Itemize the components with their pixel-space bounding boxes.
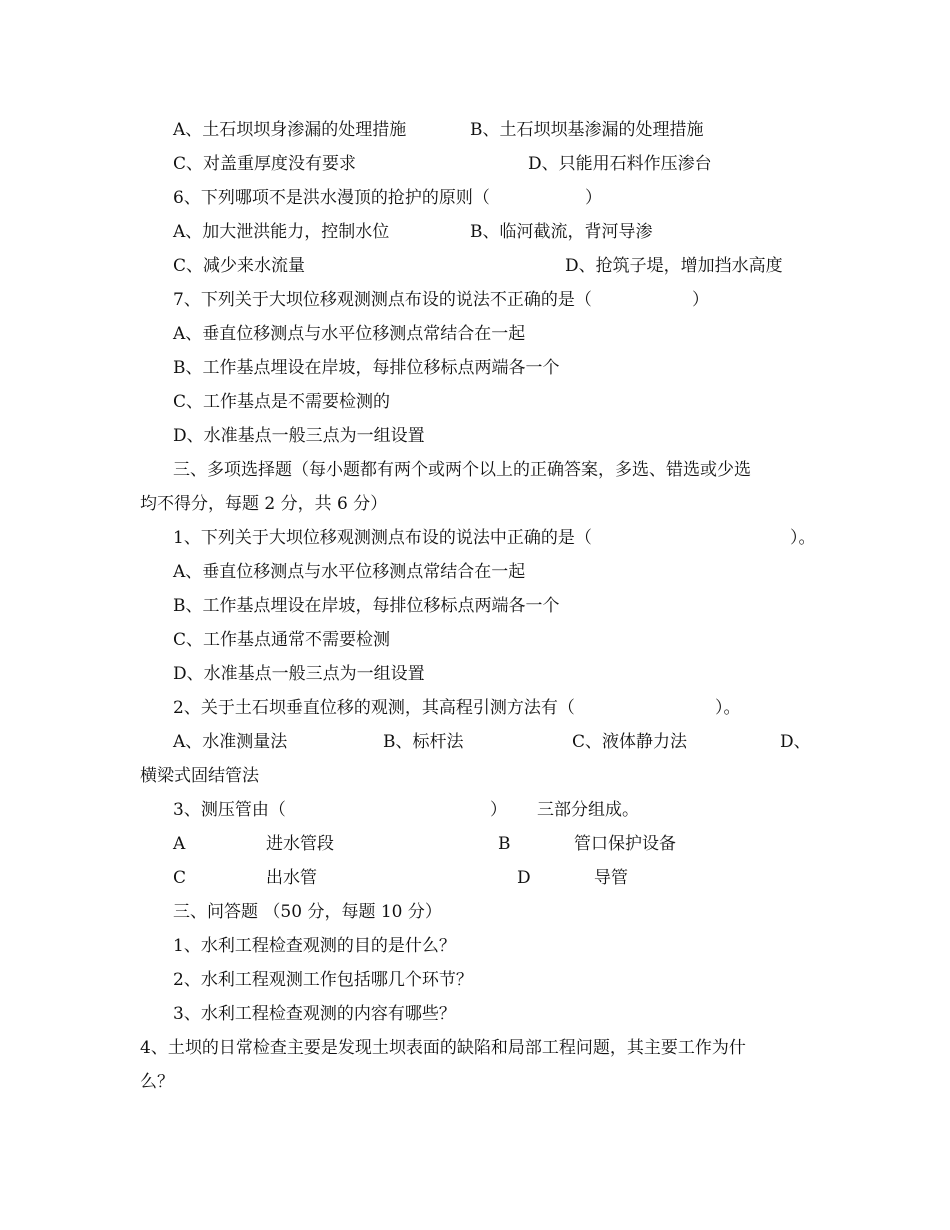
q5-option-a: A、土石坝坝身渗漏的处理措施 xyxy=(173,120,407,140)
q7-stem-close: ） xyxy=(692,290,709,310)
m3-option-a-text: 进水管段 xyxy=(266,834,334,854)
q5-option-d: D、只能用石料作压渗台 xyxy=(528,154,712,174)
q7-option-a: A、垂直位移测点与水平位移测点常结合在一起 xyxy=(173,324,526,344)
m1-stem-close: ）。 xyxy=(790,528,816,548)
m2-option-a: A、水准测量法 xyxy=(173,732,288,752)
multi-choice-heading-cont: 均不得分，每题 2 分，共 6 分） xyxy=(140,494,388,514)
m2-option-c: C、液体静力法 xyxy=(572,732,688,752)
q6-option-b: B、临河截流，背河导渗 xyxy=(470,222,653,242)
q6-stem-close: ） xyxy=(585,188,602,208)
m1-option-c: C、工作基点通常不需要检测 xyxy=(173,630,391,650)
q5-option-c: C、对盖重厚度没有要求 xyxy=(173,154,357,174)
m3-stem-tail: 三部分组成。 xyxy=(537,800,639,820)
q6-option-c: C、减少来水流量 xyxy=(173,256,306,276)
m1-option-d: D、水准基点一般三点为一组设置 xyxy=(173,664,425,684)
qa-question-3: 3、水利工程检查观测的内容有哪些？ xyxy=(173,1004,456,1024)
q7-option-c: C、工作基点是不需要检测的 xyxy=(173,392,391,412)
m3-stem-close: ） xyxy=(490,800,507,820)
m1-stem: 1、下列关于大坝位移观测测点布设的说法中正确的是（ xyxy=(173,528,592,548)
m3-stem: 3、测压管由（ xyxy=(173,800,286,820)
m2-option-b: B、标杆法 xyxy=(383,732,464,752)
q7-stem: 7、下列关于大坝位移观测测点布设的说法不正确的是（ xyxy=(173,290,592,310)
qa-question-1: 1、水利工程检查观测的目的是什么？ xyxy=(173,936,456,956)
q5-option-b: B、土石坝坝基渗漏的处理措施 xyxy=(470,120,704,140)
m3-option-c-label: C xyxy=(173,868,187,888)
m2-option-d-text: 横梁式固结管法 xyxy=(140,766,259,786)
m2-option-d-label: D、 xyxy=(780,732,811,752)
m3-option-a-label: A xyxy=(173,834,186,854)
multi-choice-heading: 三、多项选择题（每小题都有两个或两个以上的正确答案，多选、错选或少选 xyxy=(173,460,751,480)
q7-option-b: B、工作基点埋设在岸坡，每排位移标点两端各一个 xyxy=(173,358,560,378)
q7-option-d: D、水准基点一般三点为一组设置 xyxy=(173,426,425,446)
m2-stem-close: ）。 xyxy=(715,698,741,718)
qa-question-4-cont: 么？ xyxy=(140,1072,174,1092)
q6-stem: 6、下列哪项不是洪水漫顶的抢护的原则（ xyxy=(173,188,490,208)
q6-option-d: D、抢筑子堤，增加挡水高度 xyxy=(565,256,783,276)
qa-question-4: 4、土坝的日常检查主要是发现土坝表面的缺陷和局部工程问题，其主要工作为什 xyxy=(140,1038,746,1058)
q6-option-a: A、加大泄洪能力，控制水位 xyxy=(173,222,390,242)
m1-option-b: B、工作基点埋设在岸坡，每排位移标点两端各一个 xyxy=(173,596,560,616)
m3-option-b-label: B xyxy=(498,834,511,854)
qa-question-2: 2、水利工程观测工作包括哪几个环节？ xyxy=(173,970,473,990)
m3-option-d-label: D xyxy=(517,868,531,888)
qa-heading: 三、问答题 （50 分，每题 10 分） xyxy=(173,902,442,922)
m3-option-d-text: 导管 xyxy=(594,868,628,888)
m2-stem: 2、关于土石坝垂直位移的观测，其高程引测方法有（ xyxy=(173,698,575,718)
m1-option-a: A、垂直位移测点与水平位移测点常结合在一起 xyxy=(173,562,526,582)
m3-option-c-text: 出水管 xyxy=(266,868,317,888)
m3-option-b-text: 管口保护设备 xyxy=(574,834,676,854)
